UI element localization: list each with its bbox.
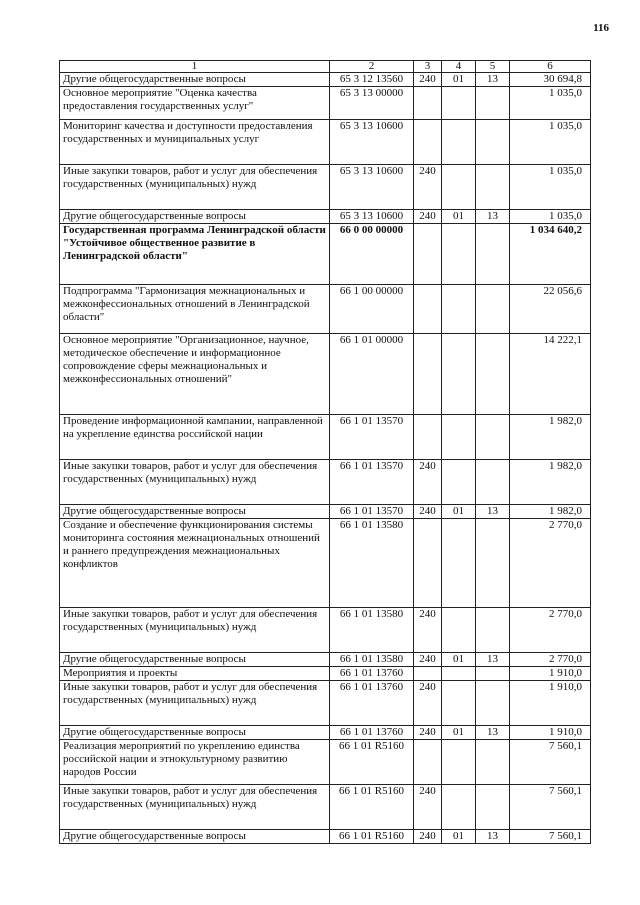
row-subsection-cell: 13 (476, 210, 510, 224)
row-amount-cell: 22 056,6 (510, 285, 591, 334)
row-name-cell: Реализация мероприятий по укреплению единства российской нации и этнокультурному развитию народов России (60, 740, 330, 785)
row-subsection-cell (476, 415, 510, 460)
table-row (60, 785, 591, 830)
row-amount-cell: 1 035,0 (510, 120, 591, 165)
row-name-cell: Другие общегосударственные вопросы (60, 73, 330, 87)
row-expense-type-cell (414, 667, 442, 681)
row-section-cell: 01 (442, 505, 476, 519)
row-code-cell: 66 1 01 R5160 (330, 785, 414, 830)
row-subsection-cell (476, 667, 510, 681)
row-amount-cell: 1 035,0 (510, 210, 591, 224)
row-expense-type-cell: 240 (414, 653, 442, 667)
row-amount-cell: 2 770,0 (510, 519, 591, 608)
header-cell-2: 2 (330, 61, 414, 73)
row-subsection-cell (476, 285, 510, 334)
table-row (60, 608, 591, 653)
row-amount-cell: 1 910,0 (510, 667, 591, 681)
row-section-cell (442, 285, 476, 334)
row-expense-type-cell (414, 285, 442, 334)
table-row (60, 653, 591, 667)
row-expense-type-cell (414, 519, 442, 608)
table-row (60, 285, 591, 334)
row-expense-type-cell: 240 (414, 460, 442, 505)
row-expense-type-cell: 240 (414, 608, 442, 653)
row-code-cell: 65 3 13 00000 (330, 87, 414, 120)
row-expense-type-cell (414, 224, 442, 285)
row-section-cell (442, 224, 476, 285)
row-subsection-cell: 13 (476, 505, 510, 519)
table-row (60, 830, 591, 844)
row-subsection-cell (476, 224, 510, 285)
row-name-cell: Другие общегосударственные вопросы (60, 830, 330, 844)
row-code-cell: 65 3 13 10600 (330, 120, 414, 165)
row-code-cell: 66 1 01 13580 (330, 519, 414, 608)
table-row (60, 667, 591, 681)
row-code-cell: 66 1 01 13580 (330, 653, 414, 667)
row-amount-cell: 1 982,0 (510, 415, 591, 460)
row-section-cell (442, 785, 476, 830)
table-row (60, 73, 591, 87)
table-row (60, 519, 591, 608)
row-section-cell (442, 740, 476, 785)
row-code-cell: 66 1 01 13760 (330, 726, 414, 740)
row-section-cell (442, 667, 476, 681)
row-name-cell: Основное мероприятие "Организационное, научное, методическое обеспечение и информационное сопровождение сферы межнациональных и межконфессиональных отношений" (60, 334, 330, 415)
row-amount-cell: 7 560,1 (510, 785, 591, 830)
row-subsection-cell: 13 (476, 830, 510, 844)
row-section-cell: 01 (442, 73, 476, 87)
row-code-cell: 66 1 01 R5160 (330, 830, 414, 844)
row-code-cell: 65 3 13 10600 (330, 165, 414, 210)
row-amount-cell: 1 035,0 (510, 165, 591, 210)
row-subsection-cell (476, 165, 510, 210)
row-code-cell: 66 1 01 13760 (330, 667, 414, 681)
row-name-cell: Другие общегосударственные вопросы (60, 653, 330, 667)
row-name-cell: Создание и обеспечение функционирования системы мониторинга состояния межнациональных отношений и раннего предупреждения межнациональных конфликтов (60, 519, 330, 608)
row-subsection-cell (476, 120, 510, 165)
table-row (60, 334, 591, 415)
row-name-cell: Другие общегосударственные вопросы (60, 505, 330, 519)
column-number-row (60, 61, 591, 73)
row-expense-type-cell: 240 (414, 830, 442, 844)
row-section-cell (442, 519, 476, 608)
row-code-cell: 66 1 01 13760 (330, 681, 414, 726)
row-expense-type-cell (414, 87, 442, 120)
row-section-cell (442, 165, 476, 210)
row-amount-cell: 30 694,8 (510, 73, 591, 87)
row-code-cell: 66 1 01 13570 (330, 460, 414, 505)
row-section-cell (442, 87, 476, 120)
table-row (60, 415, 591, 460)
table-row (60, 726, 591, 740)
row-code-cell: 65 3 13 10600 (330, 210, 414, 224)
row-section-cell: 01 (442, 210, 476, 224)
row-amount-cell: 14 222,1 (510, 334, 591, 415)
row-expense-type-cell (414, 415, 442, 460)
table-row (60, 120, 591, 165)
row-name-cell: Иные закупки товаров, работ и услуг для обеспечения государственных (муниципальных) нужд (60, 785, 330, 830)
row-code-cell: 66 1 01 13570 (330, 505, 414, 519)
table-row (60, 740, 591, 785)
row-amount-cell: 1 035,0 (510, 87, 591, 120)
header-cell-6: 6 (510, 61, 591, 73)
row-amount-cell: 2 770,0 (510, 653, 591, 667)
row-code-cell: 66 1 01 00000 (330, 334, 414, 415)
table-row (60, 224, 591, 285)
row-subsection-cell (476, 785, 510, 830)
row-amount-cell: 1 982,0 (510, 460, 591, 505)
row-name-cell: Проведение информационной кампании, направленной на укрепление единства российской нации (60, 415, 330, 460)
table-row (60, 681, 591, 726)
row-subsection-cell (476, 681, 510, 726)
row-amount-cell: 1 034 640,2 (510, 224, 591, 285)
row-section-cell (442, 334, 476, 415)
row-expense-type-cell: 240 (414, 165, 442, 210)
row-expense-type-cell (414, 120, 442, 165)
row-subsection-cell (476, 334, 510, 415)
row-subsection-cell (476, 519, 510, 608)
budget-table (59, 60, 591, 844)
row-section-cell: 01 (442, 726, 476, 740)
row-amount-cell: 2 770,0 (510, 608, 591, 653)
row-expense-type-cell: 240 (414, 505, 442, 519)
row-name-cell: Другие общегосударственные вопросы (60, 210, 330, 224)
row-code-cell: 66 1 01 R5160 (330, 740, 414, 785)
row-name-cell: Иные закупки товаров, работ и услуг для обеспечения государственных (муниципальных) нужд (60, 608, 330, 653)
row-name-cell: Основное мероприятие "Оценка качества предоставления государственных услуг" (60, 87, 330, 120)
row-section-cell: 01 (442, 653, 476, 667)
table-row (60, 165, 591, 210)
header-cell-1: 1 (60, 61, 330, 73)
row-name-cell: Иные закупки товаров, работ и услуг для обеспечения государственных (муниципальных) нужд (60, 681, 330, 726)
row-expense-type-cell (414, 740, 442, 785)
row-amount-cell: 7 560,1 (510, 740, 591, 785)
row-code-cell: 66 1 01 13570 (330, 415, 414, 460)
row-name-cell: Иные закупки товаров, работ и услуг для обеспечения государственных (муниципальных) нужд (60, 460, 330, 505)
table-row (60, 460, 591, 505)
row-name-cell: Иные закупки товаров, работ и услуг для обеспечения государственных (муниципальных) нужд (60, 165, 330, 210)
table-body (60, 61, 591, 844)
row-section-cell (442, 415, 476, 460)
row-amount-cell: 1 910,0 (510, 726, 591, 740)
row-amount-cell: 1 910,0 (510, 681, 591, 726)
row-name-cell: Мероприятия и проекты (60, 667, 330, 681)
page-number: 116 (593, 22, 609, 34)
row-name-cell: Подпрограмма "Гармонизация межнациональных и межконфессиональных отношений в Ленинградской области" (60, 285, 330, 334)
row-subsection-cell (476, 740, 510, 785)
row-name-cell: Государственная программа Ленинградской области "Устойчивое общественное развитие в Ленинградской области" (60, 224, 330, 285)
row-expense-type-cell: 240 (414, 210, 442, 224)
header-cell-5: 5 (476, 61, 510, 73)
row-expense-type-cell: 240 (414, 726, 442, 740)
header-cell-4: 4 (442, 61, 476, 73)
row-code-cell: 66 0 00 00000 (330, 224, 414, 285)
row-code-cell: 65 3 12 13560 (330, 73, 414, 87)
row-name-cell: Другие общегосударственные вопросы (60, 726, 330, 740)
row-subsection-cell: 13 (476, 653, 510, 667)
row-subsection-cell (476, 460, 510, 505)
row-section-cell (442, 120, 476, 165)
row-expense-type-cell (414, 334, 442, 415)
row-expense-type-cell: 240 (414, 73, 442, 87)
row-code-cell: 66 1 00 00000 (330, 285, 414, 334)
row-expense-type-cell: 240 (414, 785, 442, 830)
row-section-cell (442, 460, 476, 505)
header-cell-3: 3 (414, 61, 442, 73)
table-row (60, 505, 591, 519)
row-subsection-cell (476, 87, 510, 120)
row-section-cell: 01 (442, 830, 476, 844)
row-section-cell (442, 608, 476, 653)
table-row (60, 87, 591, 120)
row-name-cell: Мониторинг качества и доступности предоставления государственных и муниципальных услуг (60, 120, 330, 165)
table-row (60, 210, 591, 224)
row-subsection-cell: 13 (476, 726, 510, 740)
row-section-cell (442, 681, 476, 726)
row-subsection-cell: 13 (476, 73, 510, 87)
row-expense-type-cell: 240 (414, 681, 442, 726)
row-code-cell: 66 1 01 13580 (330, 608, 414, 653)
row-amount-cell: 1 982,0 (510, 505, 591, 519)
row-amount-cell: 7 560,1 (510, 830, 591, 844)
row-subsection-cell (476, 608, 510, 653)
